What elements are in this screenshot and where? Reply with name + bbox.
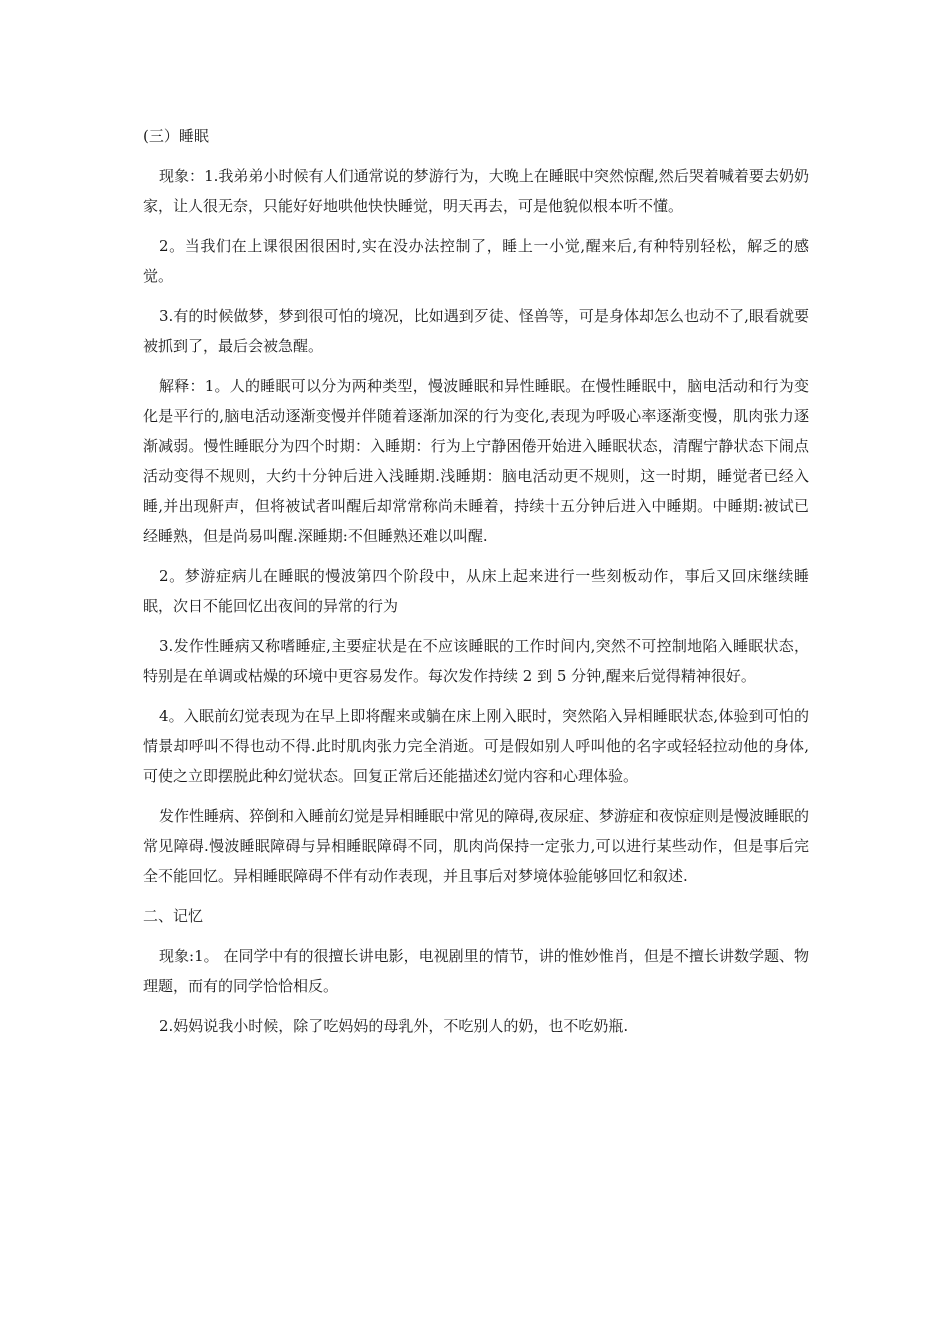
paragraph-phenomenon-2: 2。当我们在上课很困很困时,实在没办法控制了，睡上一小觉,醒来后,有种特别轻松，解乏的感觉。 (143, 237, 809, 285)
paragraph-memory-phenomenon-2: 2.妈妈说我小时候，除了吃妈妈的母乳外，不吃别人的奶，也不吃奶瓶. (159, 1017, 629, 1035)
paragraph-memory-phenomenon-1: 现象:1。 在同学中有的很擅长讲电影，电视剧里的情节，讲的惟妙惟肖，但是不擅长讲数学题、物理题，而有的同学恰恰相反。 (143, 947, 809, 995)
paragraph-phenomenon-3: 3.有的时候做梦，梦到很可怕的境况，比如遇到歹徒、怪兽等，可是身体却怎么也动不了,眼看就要被抓到了，最后会被急醒。 (143, 307, 809, 355)
paragraph-explanation-3: 3.发作性睡病又称嗜睡症,主要症状是在不应该睡眠的工作时间内,突然不可控制地陷入睡眠状态，特别是在单调或枯燥的环境中更容易发作。每次发作持续 2 到 5 分钟,醒来后觉得精神很好。 (143, 637, 809, 685)
paragraph-explanation-2: 2。梦游症病儿在睡眠的慢波第四个阶段中，从床上起来进行一些刻板动作，事后又回床继续睡眠，次日不能回忆出夜间的异常的行为 (143, 567, 809, 615)
paragraph-summary: 发作性睡病、猝倒和入睡前幻觉是异相睡眠中常见的障碍,夜尿症、梦游症和夜惊症则是慢波睡眠的常见障碍.慢波睡眠障碍与异相睡眠障碍不同，肌肉尚保持一定张力,可以进行某些动作，但是事后完全不能回忆。异相睡眠障碍不伴有动作表现，并且事后对梦境体验能够回忆和叙述. (143, 807, 809, 885)
paragraph-explanation-4: 4。入眠前幻觉表现为在早上即将醒来或躺在床上刚入眠时，突然陷入异相睡眠状态,体验到可怕的情景却呼叫不得也动不得.此时肌肉张力完全消逝。可是假如别人呼叫他的名字或轻轻拉动他的身体,可使之立即摆脱此种幻觉状态。回复正常后还能描述幻觉内容和心理体验。 (143, 707, 809, 785)
paragraph-explanation-1: 解释：1。人的睡眠可以分为两种类型，慢波睡眠和异性睡眠。在慢性睡眠中，脑电活动和行为变化是平行的,脑电活动逐渐变慢并伴随着逐渐加深的行为变化,表现为呼吸心率逐渐变慢，肌肉张力逐渐减弱。慢性睡眠分为四个时期：入睡期：行为上宁静困倦开始进入睡眠状态，清醒宁静状态下闹点活动变得不规则，大约十分钟后进入浅睡期.浅睡期：脑电活动更不规则，这一时期，睡觉者已经入睡,并出现鼾声，但将被试者叫醒后却常常称尚未睡着，持续十五分钟后进入中睡期。中睡期:被试已经睡熟，但是尚易叫醒.深睡期:不但睡熟还难以叫醒. (143, 377, 809, 545)
paragraph-phenomenon-1: 现象：1.我弟弟小时候有人们通常说的梦游行为，大晚上在睡眠中突然惊醒,然后哭着喊着要去奶奶家，让人很无奈，只能好好地哄他快快睡觉，明天再去，可是他貌似根本听不懂。 (143, 167, 809, 215)
section-heading-memory: 二、记忆 (143, 907, 204, 925)
section-heading-sleep: (三）睡眠 (143, 127, 209, 145)
document-body (143, 121, 809, 1051)
